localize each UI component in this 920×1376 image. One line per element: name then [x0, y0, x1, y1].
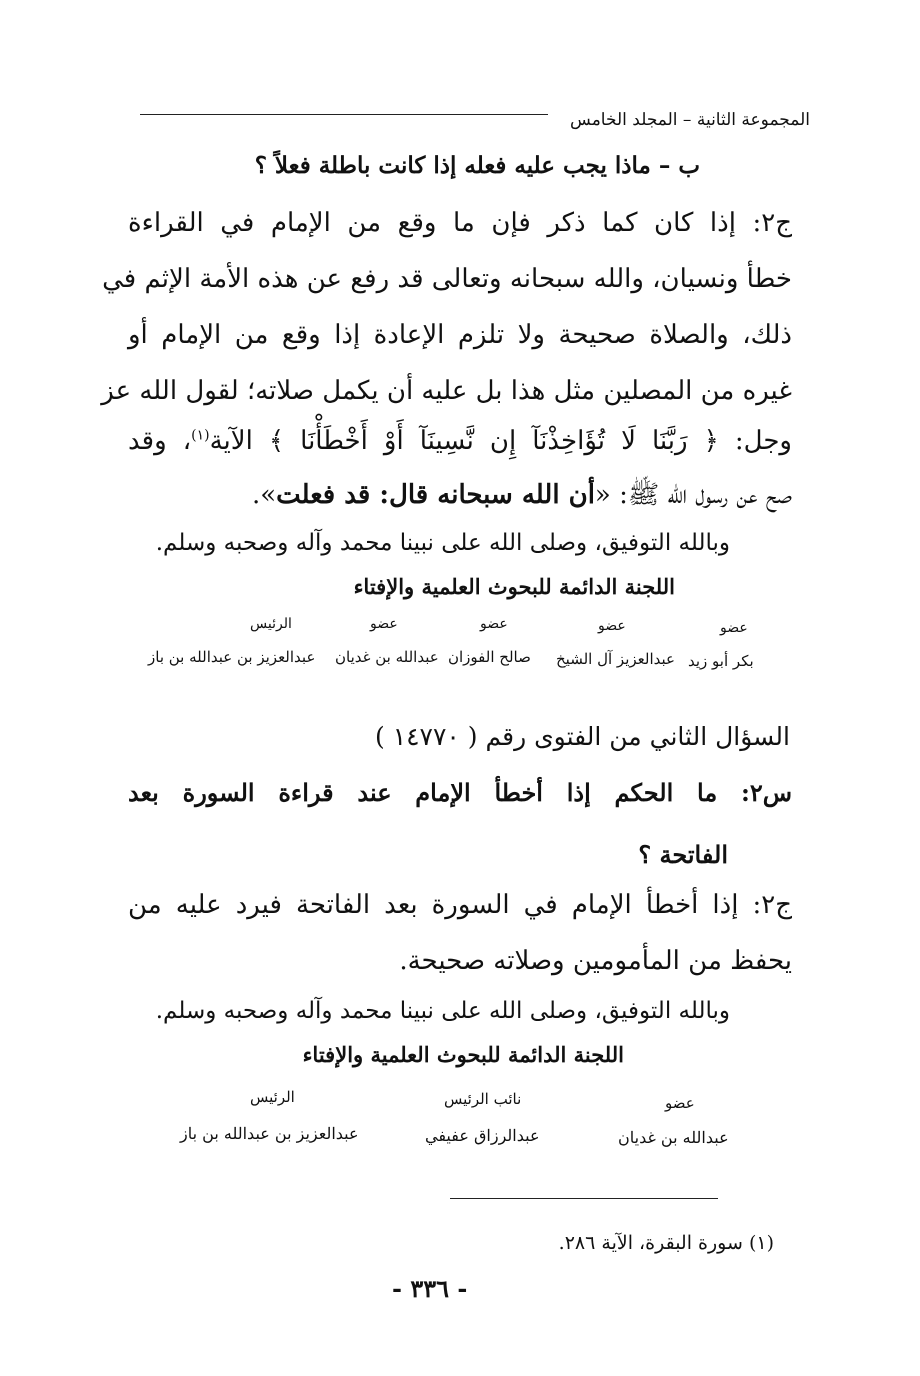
running-header: المجموعة الثانية – المجلد الخامس: [570, 110, 810, 130]
sig1-title-0: الرئيس: [250, 616, 292, 632]
sig2-name-2: عبدالله بن غديان: [618, 1128, 729, 1147]
hadith-quote: أن الله سبحانه قال: قد فعلت: [276, 480, 595, 510]
hadith-suffix: ».: [251, 480, 277, 510]
sig2-title-2: عضو: [665, 1094, 695, 1112]
verse-line: [128, 426, 792, 456]
footnote-rule: [450, 1198, 718, 1199]
verse-line-end: ، وقد: [128, 426, 192, 456]
sig1-title-2: عضو: [480, 616, 508, 632]
committee-1: اللجنة الدائمة للبحوث العلمية والإفتاء: [353, 574, 675, 599]
footnote: (١) سورة البقرة، الآية ٢٨٦.: [558, 1232, 774, 1254]
answer-line-2: خطأ ونسيان، والله سبحانه وتعالى قد رفع عن هذه الأمة الإثم في: [102, 264, 792, 294]
sig1-title-1: عضو: [370, 616, 398, 632]
answer-line-3: ذلك، والصلاة صحيحة ولا تلزم الإعادة إذا وقع من الإمام أو: [128, 320, 792, 350]
header-rule: [140, 114, 548, 115]
sig2-title-0: الرئيس: [250, 1088, 295, 1106]
sig1-title-3: عضو: [598, 618, 626, 634]
sig1-name-2: صالح الفوزان: [448, 648, 531, 666]
sig2-title-1: نائب الرئيس: [444, 1090, 522, 1108]
sig1-name-1: عبدالله بن غديان: [335, 648, 439, 666]
answer-line-4: غيره من المصلين مثل هذا بل عليه أن يكمل صلاته؛ لقول الله عز: [101, 376, 792, 406]
hadith-line: [128, 478, 792, 516]
question-2-line-1: س٢: ما الحكم إذا أخطأ الإمام عند قراءة السورة بعد: [128, 778, 792, 807]
question-b: ب – ماذا يجب عليه فعله إذا كانت باطلة فعلاً ؟: [254, 152, 700, 179]
committee-2: اللجنة الدائمة للبحوث العلمية والإفتاء: [302, 1042, 624, 1067]
sig1-name-4: بكر أبو زيد: [688, 652, 754, 670]
verse-text: وجل: ﴿ رَبَّنَا لَا تُؤَاخِذْنَآ إِن نَّسِينَآ أَوْ أَخْطَأْنَا ﴾ الآية: [209, 426, 792, 456]
sig1-name-3: عبدالعزيز آل الشيخ: [556, 650, 675, 668]
closing-2: وبالله التوفيق، وصلى الله على نبينا محمد وآله وصحبه وسلم.: [155, 998, 730, 1024]
answer-line-1: ج٢: إذا كان كما ذكر فإن ما وقع من الإمام في القراءة: [128, 208, 792, 238]
footnote-marker: (١): [191, 427, 210, 444]
fatwa-reference: السؤال الثاني من الفتوى رقم ( ١٤٧٧٠ ): [374, 722, 790, 751]
sig2-name-0: عبدالعزيز بن عبدالله بن باز: [180, 1124, 359, 1143]
answer-2-line-2: يحفظ من المأمومين وصلاته صحيحة.: [399, 946, 792, 976]
hadith-prefix: صح عن رسول الله ﷺ: «: [594, 480, 792, 510]
answer-2-line-1: ج٢: إذا أخطأ الإمام في السورة بعد الفاتحة فيرد عليه من: [128, 890, 793, 920]
closing-1: وبالله التوفيق، وصلى الله على نبينا محمد وآله وصحبه وسلم.: [155, 530, 730, 556]
sig1-name-0: عبدالعزيز بن عبدالله بن باز: [148, 648, 316, 666]
question-2-line-2: الفاتحة ؟: [638, 840, 728, 869]
sig2-name-1: عبدالرزاق عفيفي: [425, 1126, 540, 1145]
page-number: - ٣٣٦ -: [392, 1274, 468, 1303]
sig1-title-4: عضو: [720, 620, 748, 636]
